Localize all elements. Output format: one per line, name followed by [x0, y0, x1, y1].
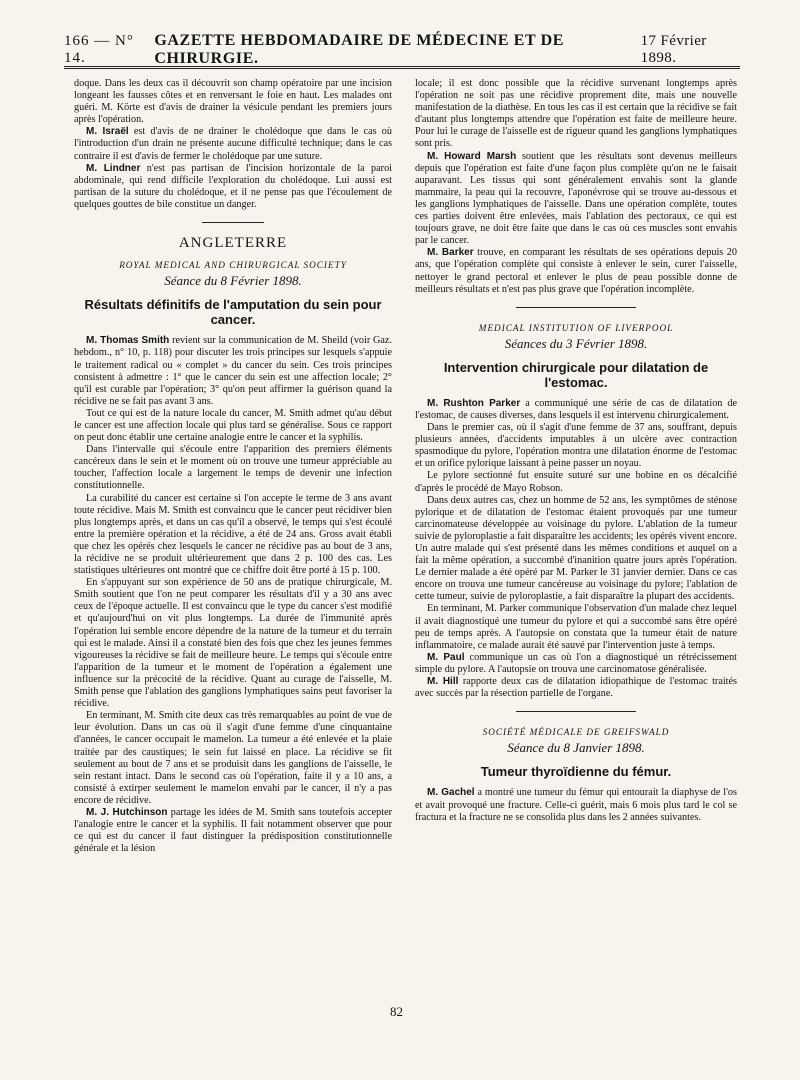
- paragraph: Le pylore sectionné fut ensuite suturé sur une bobine en os décalcifié d'après le procédé de Mayo Robson.: [415, 470, 737, 494]
- speaker-name: M. Paul: [427, 651, 465, 663]
- paragraph: [415, 247, 737, 295]
- session-date: Séance du 8 Février 1898.: [164, 273, 302, 289]
- paragraph-text: revient sur la communication de M. Sheild (voir Gaz. hebdom., n° 10, p. 118) pour discuter les trois principes sur lesquels s'appuie le traitement radical ou « complet » du cancer du sein. Ces trois principes consistent à admettre : 1° que le cancer du sein est une affection locale; 2° qu'il est curable par l'opération; 3° qu'on peut affirmer la guérison quand la récidive ne se fait pas avant 3 ans.: [74, 335, 392, 407]
- article-heading: Intervention chirurgicale pour dilatation de l'estomac.: [443, 359, 709, 390]
- society-name: MEDICAL INSTITUTION OF LIVERPOOL: [478, 322, 674, 333]
- paragraph: [415, 676, 737, 700]
- paragraph: [415, 151, 737, 248]
- paragraph: En terminant, M. Smith cite deux cas très remarquables au point de vue de leur évolution. Dans un cas où il s'agit d'une femme d'une cinquantaine d'années, le cancer occupait le mamelon. La tumeur a été enlevée et la plaie traitée par des caustiques; le sein fut laissé en place. La récidive se fit seulement au bout de 7 ans et se produisit dans les ganglions de l'aisselle, le sein restant intact. Dans le second cas où l'opération, faite il y a 10 ans, a consisté à extirper seulement le mamelon envahi par le cancer, il n'y a pas encore de récidive.: [74, 710, 392, 806]
- paragraph: [74, 163, 392, 211]
- paragraph-text: trouve, en comparant les résultats de ses opérations depuis 20 ans, que l'opération complète qui consiste à enlever le sein, curer l'aisselle, nettoyer le grand pectoral et enlever le plus de peau possible donne de meilleurs résultats et n'est pas plus grave que l'opération incomplète.: [415, 247, 737, 295]
- speaker-name: M. Howard Marsh: [427, 150, 517, 162]
- paragraph-text: communique un cas où l'on a diagnostiqué un rétrécissement simple du pylore. A l'autopsie on trouva une carcinomatose généralisée.: [415, 651, 737, 675]
- section-divider: [516, 307, 636, 308]
- paragraph: En terminant, M. Parker communique l'observation d'un malade chez lequel il avait diagnostiqué une tumeur du pylore et qui a succombé sans être opéré peu de temps après. A l'autopsie on constata que la tumeur était de nature inflammatoire, ce malade aurait été sauvé par l'intervention juste à temps.: [415, 603, 737, 651]
- speaker-name: M. Barker: [427, 247, 474, 259]
- paragraph: [74, 335, 392, 408]
- speaker-name: M. Israël: [86, 126, 129, 138]
- society-name: SOCIÉTÉ MÉDICALE DE GREIFSWALD: [482, 727, 670, 738]
- speaker-name: M. J. Hutchinson: [86, 806, 168, 818]
- speaker-name: M. Thomas Smith: [86, 335, 170, 347]
- paragraph-text: partage les idées de M. Smith sans toutefois accepter l'analogie entre le cancer et la syphilis. Il fait notamment observer que pour ce qui est du cancer il faut distinguer la prédisposition constitutionnelle générale et la lésion: [74, 806, 392, 855]
- speaker-name: M. Rushton Parker: [427, 397, 521, 409]
- session-date: Séance du 8 Janvier 1898.: [507, 740, 645, 756]
- header-issue: 166 — N° 14.: [64, 33, 134, 66]
- article-heading: Tumeur thyroïdienne du fémur.: [480, 764, 672, 780]
- speaker-name: M. Hill: [427, 676, 459, 688]
- paragraph: Tout ce qui est de la nature locale du cancer, M. Smith admet qu'au début le cancer est une affection locale qui plus tard se généralise. Sous ce rapport on peut donc établir une certaine analogie entre le cancer et la syphilis.: [74, 407, 392, 444]
- session-date: Séances du 3 Février 1898.: [504, 335, 648, 351]
- paragraph-text: a communiqué une série de cas de dilatation de l'estomac, de causes diverses, dans lesquels il est intervenu chirurgicalement.: [415, 397, 737, 421]
- speaker-name: M. Lindner: [86, 162, 141, 174]
- header-journal-title: GAZETTE HEBDOMADAIRE DE MÉDECINE ET DE CHIRURGIE.: [154, 32, 565, 67]
- article-heading: Résultats définitifs de l'amputation du sein pour cancer.: [84, 297, 382, 328]
- paragraph-text: soutient que les résultats sont devenus meilleurs depuis que l'opération est faite d'une façon plus complète qu'on ne le faisait auparavant. Les tissus qui sont généralement envahis sont la glande mammaire, la peau qui la recouvre, l'aponévrose qui se trouve au-dessous et les ganglions lymphatiques de l'aisselle. Dans une opération complète, toutes ces parties doivent être enlevées, mais l'ablation des pectoraux, ce qui est toujours grave, ne doit être faite que dans le cas où ces muscles sont envahis par le cancer.: [415, 150, 737, 247]
- paragraph: locale; il est donc possible que la récidive survenant longtemps après l'opération ne soit pas une récidive proprement dite, mais une nouvelle manifestation de la diathèse. En tous les cas il est certain que la récidive se fait d'autant plus longtemps attendre que l'opération est faite de meilleure heure. Pour lui le curage de l'aisselle est de rigueur quand les ganglions lymphatiques sont pris.: [415, 78, 737, 150]
- paragraph: La curabilité du cancer est certaine si l'on accepte le terme de 3 ans avant toute récidive. Mais M. Smith est convaincu que le cancer peut récidiver bien plus longtemps après, et dans un cas qu'il a observé, le temps qui s'est écoulé entre la première opération et la récidive, a été de 24 ans. Gross avait établi que chez les opérés chez lesquels le cancer ne récidive pas au bout de 3 ans, la récidive ne se produit ultérieurement que dans 2 p. 100 des cas. Les statistiques ultérieures ont montré que ce chiffre doit être porté à 15 p. 100.: [74, 492, 392, 577]
- paragraph-text: est d'avis de ne drainer le cholédoque que dans le cas où l'introduction d'un drain ne présente aucune difficulté technique; dans le cas contraire il est d'avis de fermer le cholédoque par une suture.: [74, 126, 392, 162]
- paragraph: [74, 807, 392, 855]
- paragraph-text: rapporte deux cas de dilatation idiopathique de l'estomac traités avec succès par la résection partielle de l'organe.: [415, 676, 737, 700]
- section-divider: [516, 711, 636, 712]
- left-column: [74, 78, 392, 855]
- paragraph: Dans deux autres cas, chez un homme de 52 ans, les symptômes de sténose pylorique et de dilatation de l'estomac étaient provoqués par une tumeur carcinomateuse développée au voisinage du pylore. L'ablation de la tumeur suivie de pyloroplastie a fait disparaître les accidents; les opérés vivent encore. Un autre malade qui s'est présenté dans les mêmes conditions et auquel on a fait la même opération, a succombé d'inanition quatre jours après l'opération. Le dernier malade a été opéré par M. Parker le 31 janvier dernier. Dans ce cas encore on trouva une tumeur cancéreuse au voisinage du pylore; l'ablation de cette tumeur, suivie de pyloroplastie, a fait disparaître la plupart des accidents.: [415, 494, 737, 603]
- paragraph: [415, 787, 737, 823]
- section-divider: [202, 222, 264, 223]
- paragraph: [74, 126, 392, 162]
- paragraph-text: a montré une tumeur du fémur qui entourait la diaphyse de l'os et avait provoqué une fracture. Celle-ci guérit, mais 6 mois plus tard le col se fractura et la fracture ne se consolida plus dans les 2 années suivantes.: [415, 787, 737, 823]
- paragraph: [415, 652, 737, 676]
- society-name: ROYAL MEDICAL AND CHIRURGICAL SOCIETY: [119, 260, 347, 271]
- running-header: [64, 32, 740, 69]
- paragraph: Dans le premier cas, où il s'agit d'une femme de 37 ans, souffrant, depuis plusieurs années, d'accidents imputables à un ulcère avec contraction spasmodique du pylore, l'opération montra une dilatation énorme de l'estomac et un orifice pylorique laissant à peine passer un noyau.: [415, 422, 737, 470]
- header-date: 17 Février 1898.: [640, 33, 707, 66]
- country-heading: ANGLETERRE: [178, 235, 288, 252]
- right-column: [415, 78, 737, 824]
- speaker-name: M. Gachel: [427, 787, 475, 799]
- paragraph: [415, 398, 737, 422]
- paragraph-text: n'est pas partisan de l'incision horizontale de la paroi abdominale, qui rend difficile l'exploration du cholédoque. Lui aussi est partisan de la suture du cholédoque, et il ne pense pas que l'écoulement de quelques gouttes de bile constitue un danger.: [74, 162, 392, 210]
- paragraph: Dans l'intervalle qui s'écoule entre l'apparition des premiers éléments cancéreux dans le sein et le moment où on trouve une tumeur appréciable au toucher, l'affection locale a largement le temps de devenir une infection constitutionnelle.: [74, 444, 392, 492]
- paragraph: En s'appuyant sur son expérience de 50 ans de pratique chirurgicale, M. Smith soutient que l'on ne peut comparer les résultats d'il y a 30 ans avec ceux de l'époque actuelle. Il est convaincu que le type du cancer s'est modifié et qu'aujourd'hui on vit plus longtemps. La durée de l'immunité après l'opération lui semble encore dépendre de la nature de la tumeur et du terrain qui est le malade. Ainsi il a constaté bien des fois que chez les jeunes femmes vigoureuses la récidive se fait de meilleure heure. Le temps qui s'écoule entre l'apparition de la tumeur et le moment de l'opération a également une influence sur la précocité de la récidive. Quant au curage de l'aisselle, M. Smith pense que l'ablation des ganglions lymphatiques sains peut favoriser la récidive.: [74, 577, 392, 710]
- page-number: 82: [390, 1004, 403, 1019]
- paragraph: doque. Dans les deux cas il découvrit son champ opératoire par une incision longeant les fausses côtes et en renversant le foie en haut. Les malades ont guéri. M. Körte est d'avis de drainer la vésicule pendant les premiers jours après l'opération.: [74, 78, 392, 126]
